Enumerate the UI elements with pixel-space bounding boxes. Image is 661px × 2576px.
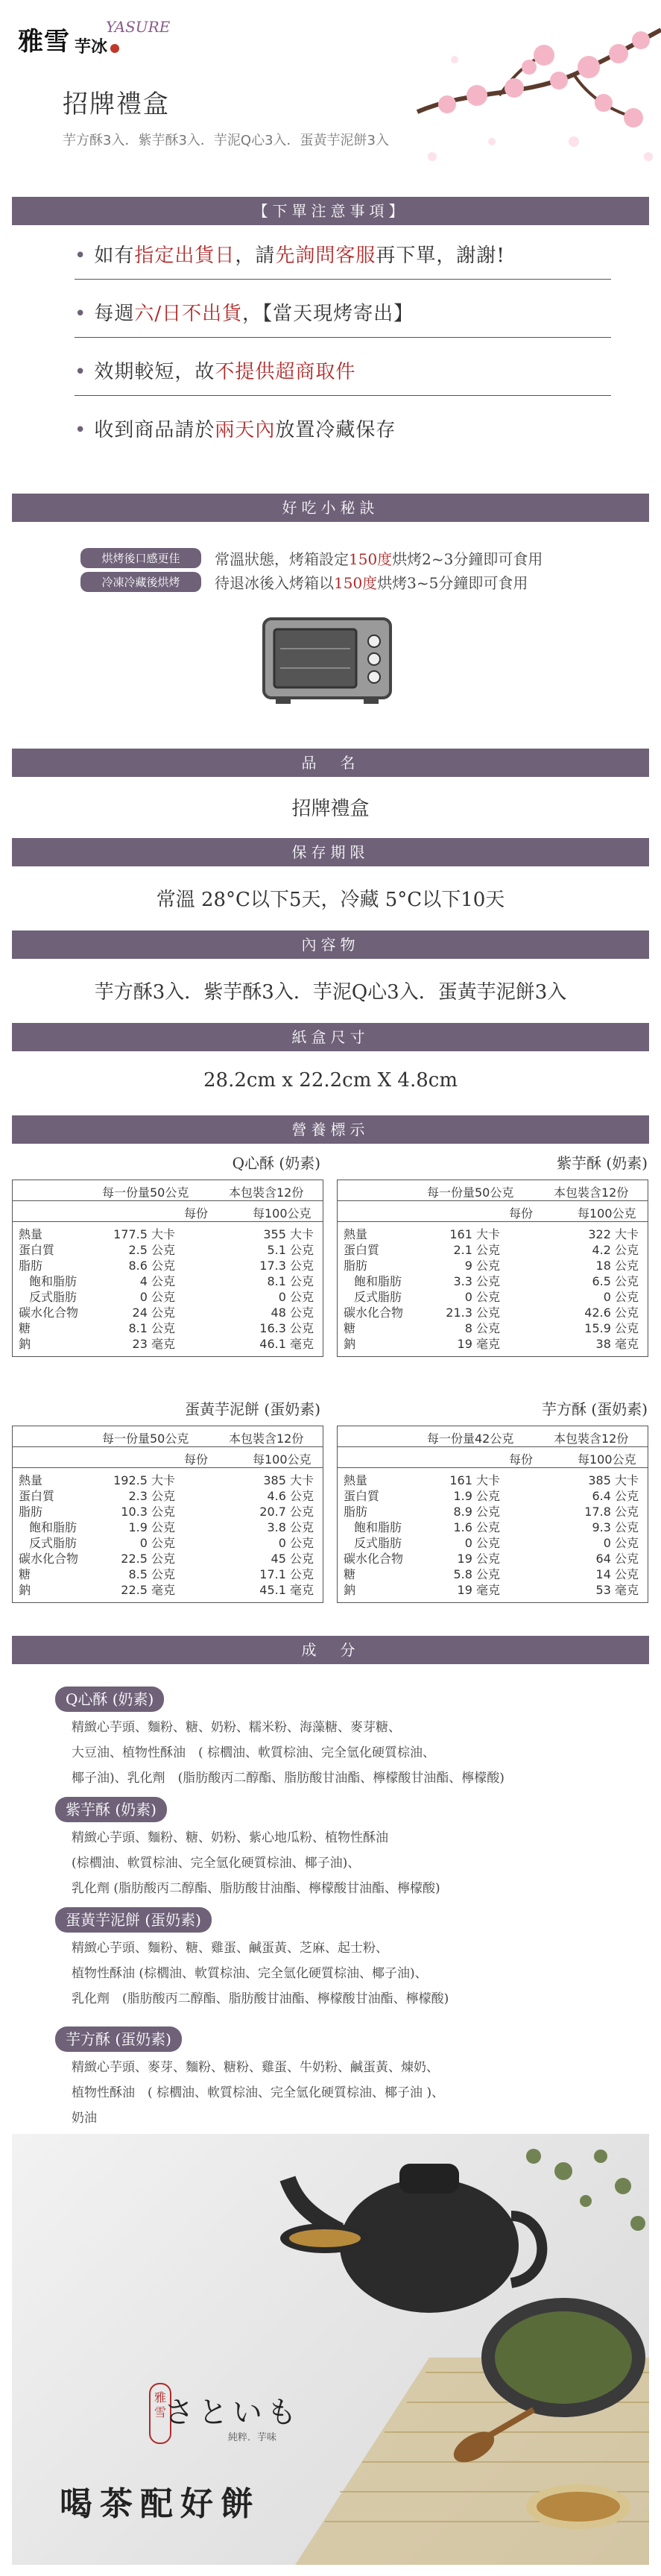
nutrition-row xyxy=(344,1336,642,1352)
nutrient-per-100g: 45.1 毫克 xyxy=(259,1583,314,1597)
tip-text: 待退冰後入烤箱以150度烘烤3~5分鐘即可食用 xyxy=(215,574,528,592)
nutrition-row xyxy=(19,1566,317,1582)
nutrient-label: 蛋白質 xyxy=(19,1489,55,1503)
banner-brand-sub: 純粹．芋味 xyxy=(228,2432,277,2443)
nutrient-per-serving: 2.5 公克 xyxy=(128,1243,175,1257)
notice-line-2: • 每週六/日不出貨，【當天現烤寄出】 xyxy=(75,303,414,325)
per-100g-header: 每100公克 xyxy=(578,1206,636,1221)
nutrient-label: 脂肪 xyxy=(19,1259,43,1273)
nutrient-label: 糖 xyxy=(19,1567,31,1581)
nutrient-per-100g: 355 大卡 xyxy=(263,1227,314,1241)
servings-per-pack: 本包裝含12份 xyxy=(554,1185,629,1200)
nutrition-row xyxy=(19,1305,317,1320)
page-subtitle: 芋方酥3入．紫芋酥3入．芋泥Q心3入．蛋黃芋泥餅3入 xyxy=(63,133,389,148)
nutrient-per-100g: 53 毫克 xyxy=(595,1583,639,1597)
nutrient-per-100g: 0 公克 xyxy=(603,1536,639,1550)
ingredient-tag: 紫芋酥 (奶素) xyxy=(55,1797,167,1822)
nutrient-per-100g: 385 大卡 xyxy=(263,1473,314,1487)
per-100g-header: 每100公克 xyxy=(578,1452,636,1467)
tip-row-2 xyxy=(80,571,528,593)
nutrient-label: 蛋白質 xyxy=(19,1243,55,1257)
nutrient-label: 飽和脂肪 xyxy=(29,1520,78,1534)
nutrient-per-100g: 46.1 毫克 xyxy=(259,1337,314,1351)
nutrition-row xyxy=(344,1242,642,1258)
per-serving-header: 每份 xyxy=(509,1452,534,1467)
nutrient-label: 蛋白質 xyxy=(344,1489,380,1503)
nutrient-label: 糖 xyxy=(344,1321,356,1335)
nutrition-serving-row xyxy=(338,1180,648,1201)
nutrient-per-serving: 0 公克 xyxy=(139,1290,175,1304)
nutrient-label: 糖 xyxy=(19,1321,31,1335)
nutrition-serving-row xyxy=(13,1426,323,1447)
nutrient-per-100g: 4.2 公克 xyxy=(592,1243,639,1257)
banner-brand: さといも xyxy=(164,2396,301,2430)
nutrition-table-title: Q心酥 (奶素) xyxy=(232,1154,320,1172)
nutrient-per-100g: 20.7 公克 xyxy=(259,1505,314,1519)
nutrient-per-100g: 3.8 公克 xyxy=(267,1520,314,1534)
nutrition-table xyxy=(12,1426,323,1603)
nutrition-row xyxy=(19,1273,317,1289)
nutrition-row xyxy=(344,1305,642,1320)
nutrient-per-serving: 0 公克 xyxy=(464,1290,500,1304)
nutrition-row xyxy=(344,1504,642,1520)
nutrient-per-serving: 2.3 公克 xyxy=(128,1489,175,1503)
nutrition-row xyxy=(19,1535,317,1551)
nutrient-label: 反式脂肪 xyxy=(29,1290,78,1304)
nutrient-per-100g: 45 公克 xyxy=(271,1552,314,1566)
nutrient-per-serving: 19 毫克 xyxy=(457,1337,500,1351)
nutrient-per-serving: 21.3 公克 xyxy=(446,1306,500,1320)
nutrient-per-100g: 0 公克 xyxy=(278,1536,314,1550)
nutrition-bar: 營養標示 xyxy=(12,1115,649,1144)
nutrient-per-serving: 8.1 公克 xyxy=(128,1321,175,1335)
nutrient-per-serving: 0 公克 xyxy=(139,1536,175,1550)
ingredient-line: 奶油 xyxy=(72,2111,97,2126)
ingredient-line: 精緻心芋頭、麥芽、麵粉、糖粉、雞蛋、牛奶粉、鹹蛋黃、煉奶、 xyxy=(72,2060,439,2075)
nutrition-row xyxy=(19,1289,317,1305)
divider xyxy=(75,395,611,396)
nutrient-per-100g: 6.4 公克 xyxy=(592,1489,639,1503)
nutrient-per-100g: 322 大卡 xyxy=(588,1227,639,1241)
nutrient-label: 飽和脂肪 xyxy=(354,1520,402,1534)
nutrient-label: 蛋白質 xyxy=(344,1243,380,1257)
nutrition-row xyxy=(19,1520,317,1535)
nutrient-per-100g: 9.3 公克 xyxy=(592,1520,639,1534)
nutrient-per-serving: 19 毫克 xyxy=(457,1583,500,1597)
nutrient-per-serving: 177.5 大卡 xyxy=(113,1227,175,1241)
nutrient-per-serving: 19 公克 xyxy=(457,1552,500,1566)
tip-tag: 烘烤後口感更佳 xyxy=(80,548,201,568)
shelf-life: 常溫 28°C以下5天，冷藏 5°C以下10天 xyxy=(156,889,505,911)
contents: 芋方酥3入．紫芋酥3入．芋泥Q心3入．蛋黃芋泥餅3入 xyxy=(94,981,567,1004)
ingredient-text xyxy=(72,1936,608,2012)
ingredient-line: (棕櫚油、軟質棕油、完全氫化硬質棕油、椰子油)、 xyxy=(72,1856,361,1871)
nutrient-per-100g: 0 公克 xyxy=(603,1290,639,1304)
divider xyxy=(75,279,611,280)
serving-size: 每一份量50公克 xyxy=(102,1185,189,1200)
nutrient-label: 脂肪 xyxy=(344,1259,368,1273)
brand-logo[interactable] xyxy=(18,18,171,57)
nutrition-column-header xyxy=(13,1447,323,1468)
tea-banner xyxy=(12,2134,649,2565)
nutrition-row xyxy=(19,1488,317,1504)
nutrient-per-100g: 48 公克 xyxy=(271,1306,314,1320)
nutrition-row xyxy=(344,1488,642,1504)
nutrient-label: 糖 xyxy=(344,1567,356,1581)
servings-per-pack: 本包裝含12份 xyxy=(229,1432,304,1446)
contents-bar: 內容物 xyxy=(12,930,649,959)
tip-text: 常溫狀態，烤箱設定150度烘烤2~3分鐘即可食用 xyxy=(215,550,543,568)
ingredient-line: 乳化劑 (脂肪酸丙二醇酯、脂肪酸甘油酯、檸檬酸甘油酯、檸檬酸) xyxy=(72,1991,449,2006)
notice-line-4: • 收到商品請於兩天內放置冷藏保存 xyxy=(75,419,396,441)
nutrition-row xyxy=(344,1289,642,1305)
nutrient-label: 反式脂肪 xyxy=(29,1536,78,1550)
notice-bar: 【下單注意事項】 xyxy=(12,197,649,225)
nutrition-row xyxy=(344,1582,642,1598)
nutrition-row xyxy=(19,1336,317,1352)
nutrient-per-serving: 1.9 公克 xyxy=(453,1489,500,1503)
box-size-bar: 紙盒尺寸 xyxy=(12,1023,649,1051)
ingredient-tag: 蛋黃芋泥餅 (蛋奶素) xyxy=(55,1907,212,1933)
nutrient-per-100g: 18 公克 xyxy=(595,1259,639,1273)
ingredient-line: 精緻心芋頭、麵粉、糖、奶粉、糯米粉、海藻糖、麥芽糖、 xyxy=(72,1720,401,1735)
nutrient-per-serving: 23 毫克 xyxy=(132,1337,175,1351)
ingredient-line: 植物性酥油 (棕櫚油、軟質棕油、完全氫化硬質棕油、椰子油)、 xyxy=(72,1966,428,1981)
page-title: 招牌禮盒 xyxy=(63,89,170,119)
ingredient-tag: 芋方酥 (蛋奶素) xyxy=(55,2027,182,2052)
nutrient-label: 鈉 xyxy=(344,1583,356,1597)
per-serving-header: 每份 xyxy=(509,1206,534,1221)
tips-bar: 好吃小秘訣 xyxy=(12,494,649,522)
nutrition-table xyxy=(12,1180,323,1357)
nutrient-per-100g: 14 公克 xyxy=(595,1567,639,1581)
nutrient-per-serving: 22.5 毫克 xyxy=(121,1583,175,1597)
nutrition-row xyxy=(19,1226,317,1242)
nutrition-row xyxy=(19,1582,317,1598)
nutrition-table-title: 紫芋酥 (奶素) xyxy=(557,1154,648,1172)
nutrition-row xyxy=(344,1551,642,1566)
nutrient-per-serving: 5.8 公克 xyxy=(453,1567,500,1581)
nutrient-label: 熱量 xyxy=(19,1227,43,1241)
ingredient-line: 植物性酥油 ( 棕櫚油、軟質棕油、完全氫化硬質棕油、椰子油 )、 xyxy=(72,2085,445,2100)
ingredient-line: 精緻心芋頭、麵粉、糖、雞蛋、鹹蛋黃、芝麻、起士粉、 xyxy=(72,1941,388,1956)
nutrient-per-serving: 1.9 公克 xyxy=(128,1520,175,1534)
serving-size: 每一份量42公克 xyxy=(427,1432,514,1446)
product-name-bar: 品 名 xyxy=(12,749,649,777)
nutrient-per-serving: 1.6 公克 xyxy=(453,1520,500,1534)
ingredient-text xyxy=(72,1715,608,1791)
ingredient-line: 椰子油)、乳化劑 (脂肪酸丙二醇酯、脂肪酸甘油酯、檸檬酸甘油酯、檸檬酸) xyxy=(72,1771,505,1786)
nutrient-label: 熱量 xyxy=(344,1473,368,1487)
tip-row-1 xyxy=(80,547,543,569)
nutrient-per-serving: 24 公克 xyxy=(132,1306,175,1320)
nutrition-row xyxy=(344,1226,642,1242)
serving-size: 每一份量50公克 xyxy=(102,1432,189,1446)
nutrition-table xyxy=(337,1180,648,1357)
nutrient-label: 碳水化合物 xyxy=(19,1306,79,1320)
nutrient-per-serving: 8 公克 xyxy=(464,1321,500,1335)
per-100g-header: 每100公克 xyxy=(253,1206,311,1221)
nutrition-table-title: 蛋黃芋泥餅 (蛋奶素) xyxy=(185,1400,320,1418)
nutrition-column-header xyxy=(13,1201,323,1222)
notice-line-1: • 如有指定出貨日，請先詢問客服再下單，謝謝! xyxy=(75,245,505,267)
nutrient-per-100g: 17.3 公克 xyxy=(259,1259,314,1273)
ingredient-text xyxy=(72,1825,608,1901)
nutrient-per-100g: 42.6 公克 xyxy=(584,1306,639,1320)
nutrient-per-100g: 17.8 公克 xyxy=(584,1505,639,1519)
nutrient-label: 飽和脂肪 xyxy=(29,1274,78,1288)
nutrition-column-header xyxy=(338,1447,648,1468)
shelf-life-bar: 保存期限 xyxy=(12,838,649,866)
ingredient-tag: Q心酥 (奶素) xyxy=(55,1687,164,1712)
nutrient-label: 脂肪 xyxy=(344,1505,368,1519)
box-size: 28.2cm x 22.2cm X 4.8cm xyxy=(203,1069,458,1092)
nutrient-label: 碳水化合物 xyxy=(344,1552,404,1566)
nutrient-label: 反式脂肪 xyxy=(354,1536,402,1550)
nutrient-per-serving: 9 公克 xyxy=(464,1259,500,1273)
nutrient-per-100g: 0 公克 xyxy=(278,1290,314,1304)
nutrient-per-100g: 17.1 公克 xyxy=(259,1567,314,1581)
nutrient-per-serving: 3.3 公克 xyxy=(453,1274,500,1288)
servings-per-pack: 本包裝含12份 xyxy=(229,1185,304,1200)
logo-english: YASURE xyxy=(106,18,171,36)
nutrient-per-100g: 16.3 公克 xyxy=(259,1321,314,1335)
nutrition-row xyxy=(19,1242,317,1258)
ingredient-text xyxy=(72,2055,608,2131)
nutrient-label: 鈉 xyxy=(19,1337,31,1351)
nutrient-label: 脂肪 xyxy=(19,1505,43,1519)
ingredients-bar: 成 分 xyxy=(12,1636,649,1664)
nutrient-label: 熱量 xyxy=(344,1227,368,1241)
notice-line-3: • 效期較短，故不提供超商取件 xyxy=(75,361,356,383)
nutrition-table xyxy=(337,1426,648,1603)
nutrient-per-serving: 8.6 公克 xyxy=(128,1259,175,1273)
logo-chinese: 雅雪 xyxy=(18,27,70,57)
nutrition-row xyxy=(19,1473,317,1488)
nutrient-per-serving: 8.9 公克 xyxy=(453,1505,500,1519)
logo-sub: 芋冰 xyxy=(75,38,108,57)
nutrient-label: 鈉 xyxy=(19,1583,31,1597)
nutrition-serving-row xyxy=(13,1180,323,1201)
nutrient-label: 碳水化合物 xyxy=(344,1306,404,1320)
nutrition-row xyxy=(19,1320,317,1336)
nutrient-label: 反式脂肪 xyxy=(354,1290,402,1304)
product-name: 招牌禮盒 xyxy=(291,798,370,820)
nutrition-table-title: 芋方酥 (蛋奶素) xyxy=(542,1400,648,1418)
nutrient-per-serving: 8.5 公克 xyxy=(128,1567,175,1581)
nutrition-row xyxy=(19,1504,317,1520)
nutrient-per-serving: 10.3 公克 xyxy=(121,1505,175,1519)
nutrition-row xyxy=(19,1551,317,1566)
nutrient-per-serving: 2.1 公克 xyxy=(453,1243,500,1257)
nutrition-row xyxy=(344,1520,642,1535)
nutrient-per-serving: 161 大卡 xyxy=(449,1227,500,1241)
banner-slogan: 喝茶配好餅 xyxy=(60,2485,261,2523)
nutrient-label: 飽和脂肪 xyxy=(354,1274,402,1288)
per-serving-header: 每份 xyxy=(184,1206,209,1221)
nutrition-row xyxy=(19,1258,317,1273)
nutrition-row xyxy=(344,1320,642,1336)
ingredient-line: 精緻心芋頭、麵粉、糖、奶粉、紫心地瓜粉、植物性酥油 xyxy=(72,1830,388,1845)
nutrition-row xyxy=(344,1273,642,1289)
cherry-blossom-icon xyxy=(402,15,661,179)
divider xyxy=(75,337,611,338)
nutrient-per-100g: 385 大卡 xyxy=(588,1473,639,1487)
tip-tag: 冷凍冷藏後烘烤 xyxy=(80,572,201,592)
nutrition-row xyxy=(344,1566,642,1582)
nutrient-per-100g: 15.9 公克 xyxy=(584,1321,639,1335)
nutrient-per-serving: 0 公克 xyxy=(464,1536,500,1550)
ingredient-line: 大豆油、植物性酥油 ( 棕櫚油、軟質棕油、完全氫化硬質棕油、 xyxy=(72,1745,436,1760)
nutrition-row xyxy=(344,1473,642,1488)
brand-seal: 雅雪 xyxy=(149,2383,171,2444)
serving-size: 每一份量50公克 xyxy=(427,1185,514,1200)
nutrient-per-100g: 8.1 公克 xyxy=(267,1274,314,1288)
nutrient-per-100g: 5.1 公克 xyxy=(267,1243,314,1257)
nutrient-per-serving: 192.5 大卡 xyxy=(113,1473,175,1487)
ingredient-line: 乳化劑 (脂肪酸丙二醇酯、脂肪酸甘油酯、檸檬酸甘油酯、檸檬酸) xyxy=(72,1881,440,1896)
nutrition-column-header xyxy=(338,1201,648,1222)
per-serving-header: 每份 xyxy=(184,1452,209,1467)
per-100g-header: 每100公克 xyxy=(253,1452,311,1467)
nutrient-label: 熱量 xyxy=(19,1473,43,1487)
nutrition-row xyxy=(344,1535,642,1551)
nutrient-per-100g: 4.6 公克 xyxy=(267,1489,314,1503)
nutrient-per-serving: 4 公克 xyxy=(139,1274,175,1288)
nutrition-row xyxy=(344,1258,642,1273)
logo-dot-icon xyxy=(110,44,119,53)
nutrient-per-100g: 38 毫克 xyxy=(595,1337,639,1351)
nutrient-per-100g: 64 公克 xyxy=(595,1552,639,1566)
nutrient-per-serving: 161 大卡 xyxy=(449,1473,500,1487)
nutrient-label: 鈉 xyxy=(344,1337,356,1351)
nutrient-per-100g: 6.5 公克 xyxy=(592,1274,639,1288)
servings-per-pack: 本包裝含12份 xyxy=(554,1432,629,1446)
nutrient-label: 碳水化合物 xyxy=(19,1552,79,1566)
page-header xyxy=(0,0,661,194)
nutrient-per-serving: 22.5 公克 xyxy=(121,1552,175,1566)
oven-icon xyxy=(261,616,393,707)
nutrition-serving-row xyxy=(338,1426,648,1447)
